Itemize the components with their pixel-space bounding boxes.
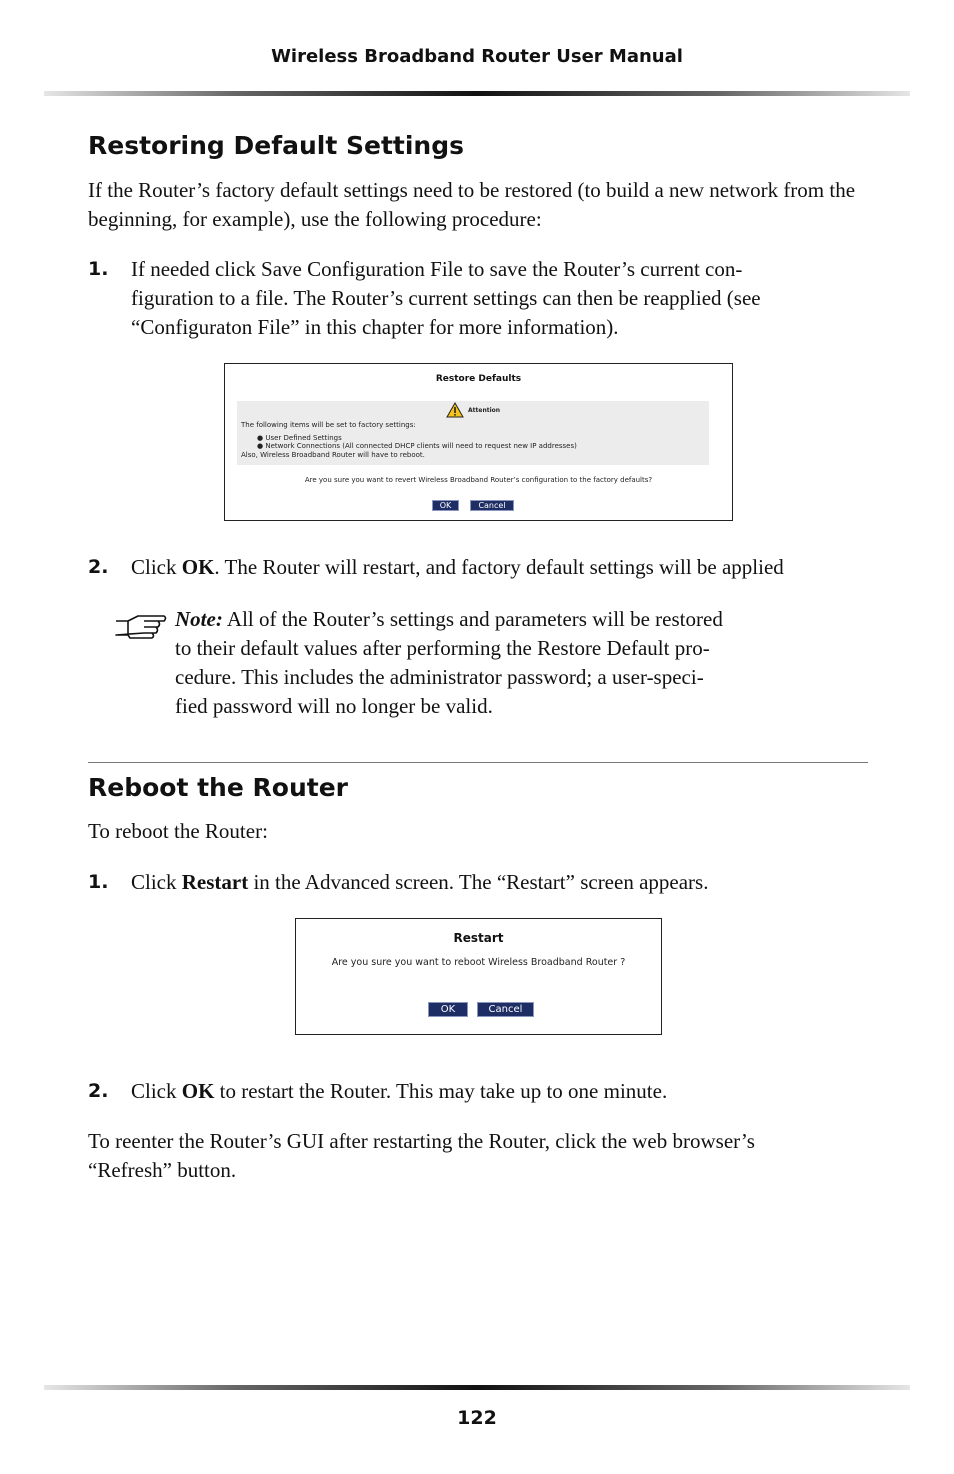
step-text-bold: Restart xyxy=(181,870,249,894)
attention-label: Attention xyxy=(468,407,501,414)
restore-defaults-dialog xyxy=(224,363,733,521)
step-text xyxy=(131,868,851,897)
step-line: “Configuraton File” in this chapter for more information). xyxy=(131,315,619,339)
step-number: 1. xyxy=(88,871,109,893)
step-number: 2. xyxy=(88,1080,109,1102)
outro-line: To reenter the Router’s GUI after restarting the Router, click the web browser’s xyxy=(88,1129,755,1153)
step-text-part: to restart the Router. This may take up to one minute. xyxy=(214,1079,668,1103)
step-text-part: Click xyxy=(131,555,182,579)
section-intro: To reboot the Router: xyxy=(88,819,268,843)
step-text xyxy=(131,553,851,582)
item-user-settings: ● User Defined Settings xyxy=(257,434,342,442)
note-line-text: All of the Router’s settings and parameters will be restored xyxy=(222,607,723,631)
dialog-question: Are you sure you want to reboot Wireless Broadband Router ? xyxy=(331,957,626,968)
note-line: cedure. This includes the administrator password; a user-speci- xyxy=(175,665,704,689)
step-text-part: Click xyxy=(131,1079,182,1103)
outro-line: “Refresh” button. xyxy=(88,1158,237,1182)
dialog-title: Restore Defaults xyxy=(435,374,522,384)
pointing-hand-icon xyxy=(114,613,168,641)
step-line: If needed click Save Configuration File to save the Router’s current con- xyxy=(131,257,743,281)
item-network-connections: ● Network Connections (All connected DHCP clients will need to request new IP addresses) xyxy=(257,442,577,450)
reboot-note: Also, Wireless Broadband Router will have to reboot. xyxy=(241,451,425,459)
section-title-reboot: Reboot the Router xyxy=(88,773,348,802)
step-text-bold: OK xyxy=(181,555,215,579)
page-number: 122 xyxy=(457,1407,497,1429)
dialog-title: Restart xyxy=(453,931,504,945)
attention-panel xyxy=(237,401,709,465)
warning-icon xyxy=(446,402,464,418)
section-outro xyxy=(88,1127,868,1185)
cancel-button[interactable]: Cancel xyxy=(477,1002,534,1017)
header-rule xyxy=(44,91,910,96)
section-title-restoring: Restoring Default Settings xyxy=(88,131,464,160)
step-text xyxy=(131,1077,851,1106)
running-header: Wireless Broadband Router User Manual xyxy=(271,46,683,67)
cancel-button[interactable]: Cancel xyxy=(470,500,514,511)
ok-button[interactable]: OK xyxy=(432,500,459,511)
section-divider xyxy=(88,762,868,763)
section-intro: If the Router’s factory default settings need to be restored (to build a new network from the beginning, for example), use the following procedure: xyxy=(88,178,856,231)
ok-button[interactable]: OK xyxy=(428,1002,468,1017)
step-number: 2. xyxy=(88,556,109,578)
step-number: 1. xyxy=(88,258,109,280)
footer-rule xyxy=(44,1385,910,1390)
item-text: User Defined Settings xyxy=(265,434,342,442)
step-text-part: . The Router will restart, and factory default settings will be applied xyxy=(214,555,784,579)
items-intro: The following items will be set to factory settings: xyxy=(241,421,416,429)
step-text xyxy=(131,255,851,342)
note-line: fied password will no longer be valid. xyxy=(175,694,493,718)
step-line: figuration to a file. The Router’s current settings can then be reapplied (see xyxy=(131,286,761,310)
item-text: Network Connections (All connected DHCP clients will need to request new IP addresses) xyxy=(265,442,577,450)
note-text xyxy=(175,605,815,721)
restart-dialog xyxy=(295,918,662,1035)
step-text-bold: OK xyxy=(181,1079,215,1103)
dialog-question: Are you sure you want to revert Wireless Broadband Router’s configuration to the factory defaults? xyxy=(304,476,653,484)
note-label: Note: xyxy=(175,607,223,631)
note-line xyxy=(175,605,815,634)
step-text-part: Click xyxy=(131,870,182,894)
note-line: to their default values after performing the Restore Default pro- xyxy=(175,636,710,660)
step-text-part: in the Advanced screen. The “Restart” screen appears. xyxy=(248,870,709,894)
